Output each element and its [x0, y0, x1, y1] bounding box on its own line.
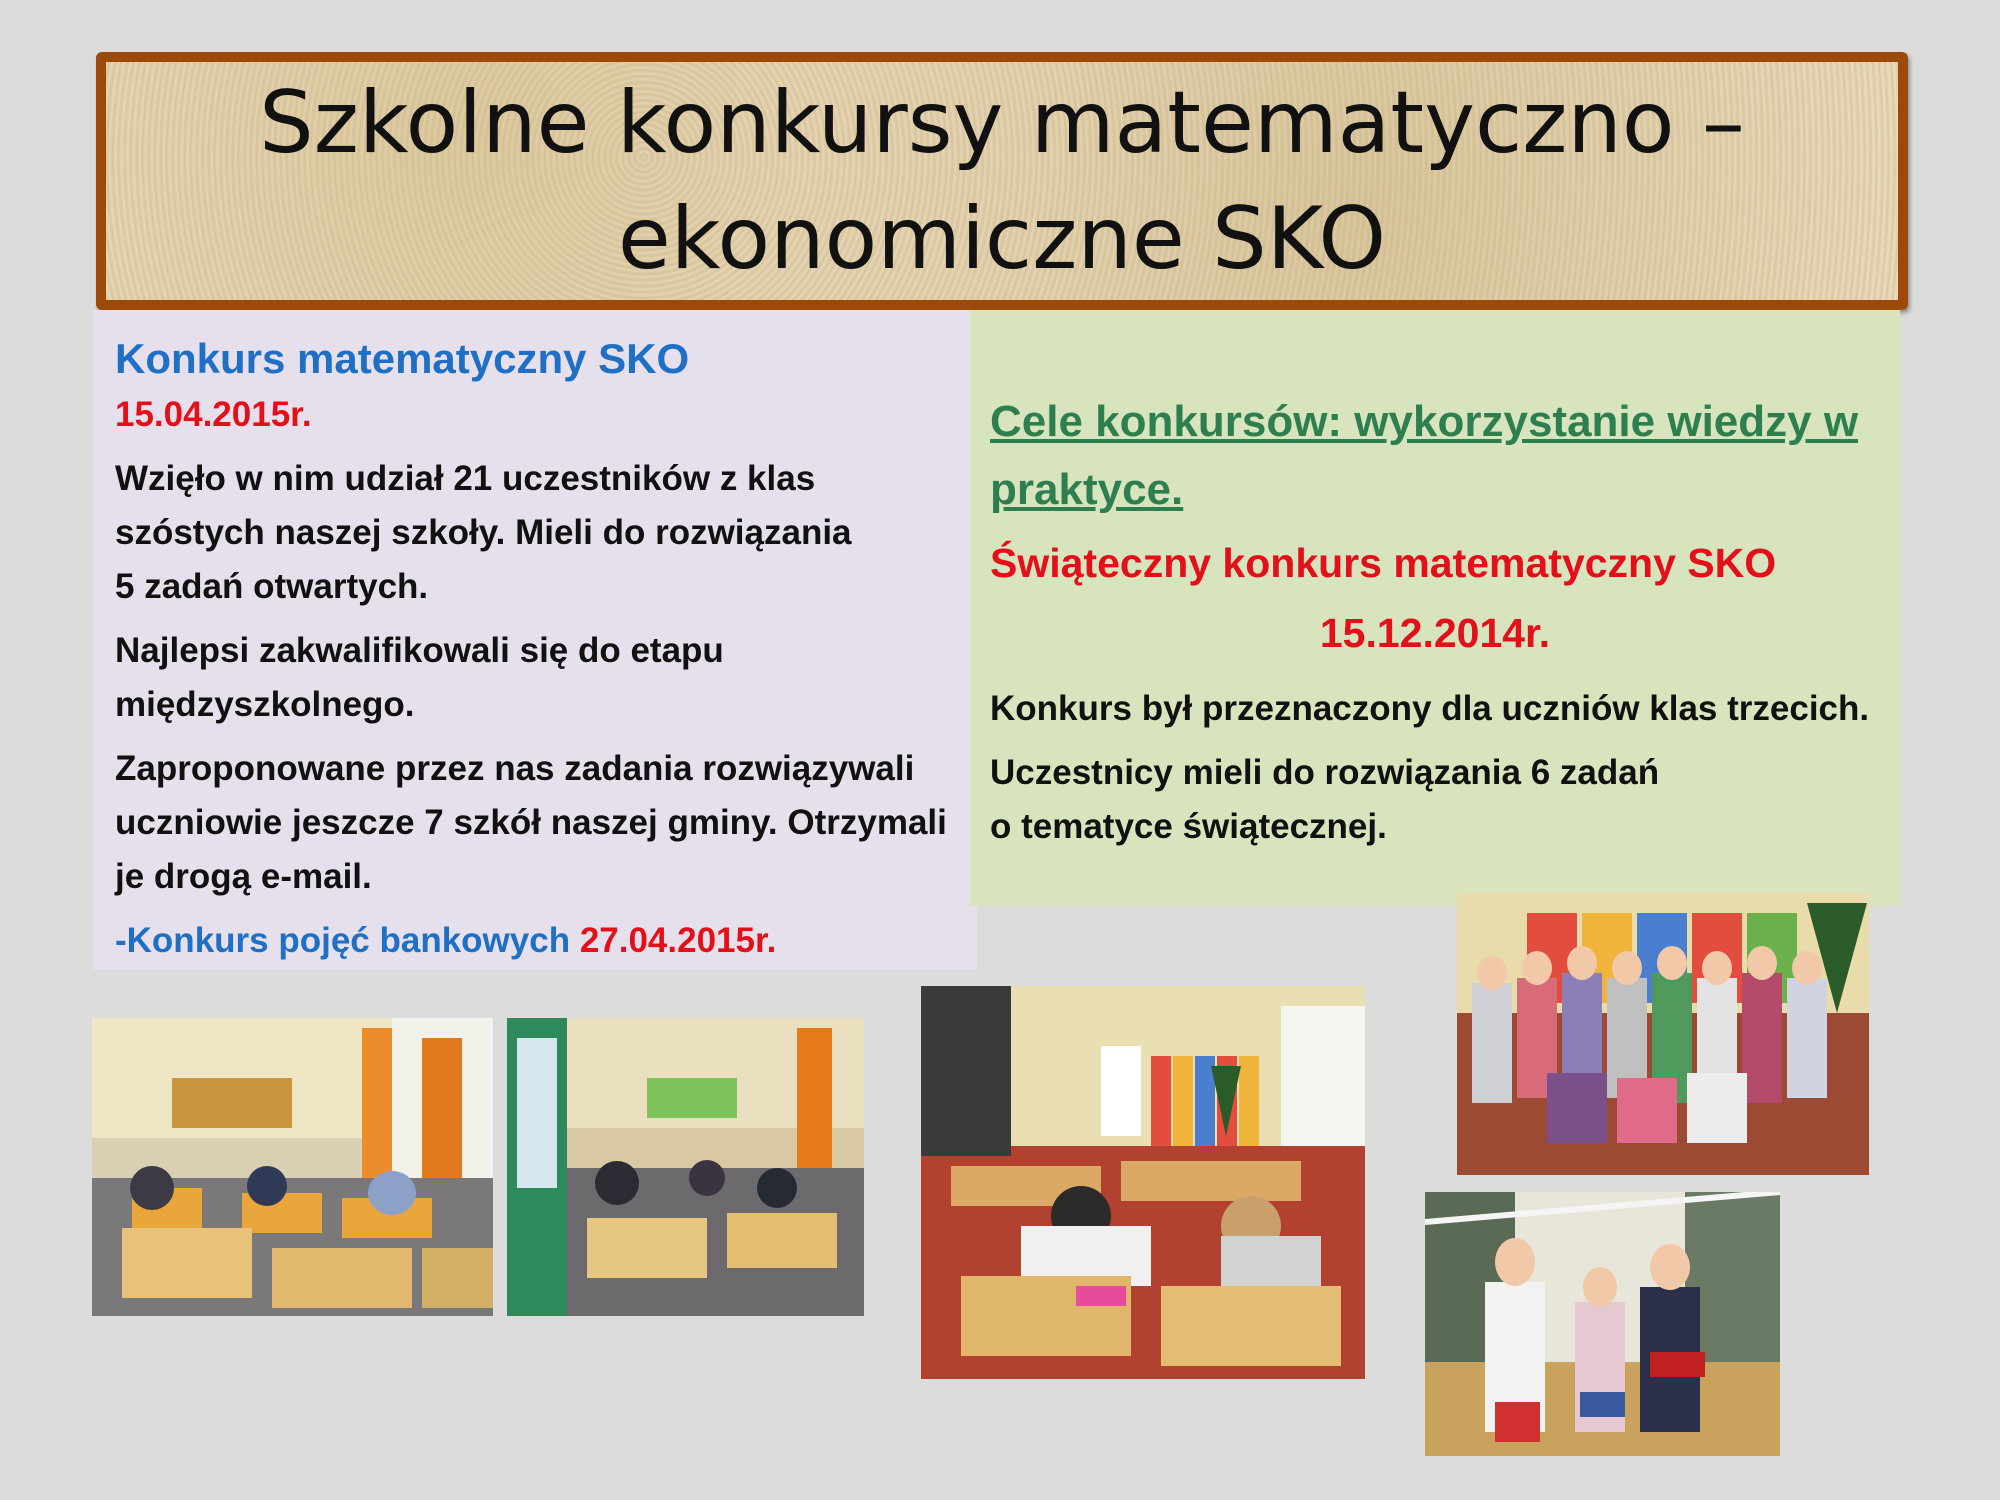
classroom-photo-2 [507, 1018, 864, 1316]
classroom-photo-1 [92, 1018, 493, 1316]
left-heading: Konkurs matematyczny SKO [115, 335, 690, 382]
left-panel [93, 310, 977, 970]
winners-photo [1425, 1192, 1780, 1456]
right-paragraph-2: Uczestnicy mieli do rozwiązania 6 zadań o tematyce świątecznej. [990, 753, 1660, 846]
right-paragraph-1: Konkurs był przeznaczony dla uczniów klas trzecich. [990, 689, 1870, 728]
slide-title: Szkolne konkursy matematyczno – ekonomiczne SKO [259, 73, 1745, 289]
left-paragraph-1: Wzięło w nim udział 21 uczestników z klas szóstych naszej szkoły. Mieli do rozwiązania 5 zadań otwartych. [115, 459, 852, 606]
xmas-classroom-photo [921, 986, 1365, 1379]
bank-prefix: - [115, 921, 127, 960]
bank-contest-label: Konkurs pojęć bankowych [126, 921, 580, 960]
bank-contest-line [115, 914, 955, 968]
goals-heading: Cele konkursów: wykorzystanie wiedzy w praktyce. [990, 397, 1859, 514]
left-paragraph-2: Najlepsi zakwalifikowali się do etapu międzyszkolnego. [115, 631, 724, 724]
left-date: 15.04.2015r. [115, 395, 312, 434]
bank-contest-date: 27.04.2015r. [579, 921, 777, 960]
title-box [96, 52, 1908, 310]
xmas-title: Świąteczny konkurs matematyczny SKO [990, 540, 1777, 586]
group-photo [1457, 893, 1869, 1175]
left-paragraph-3: Zaproponowane przez nas zadania rozwiązywali uczniowie jeszcze 7 szkół naszej gminy. Otrzymali je drogą e-mail. [115, 749, 947, 896]
right-panel [970, 310, 1900, 906]
xmas-date: 15.12.2014r. [1319, 610, 1551, 656]
